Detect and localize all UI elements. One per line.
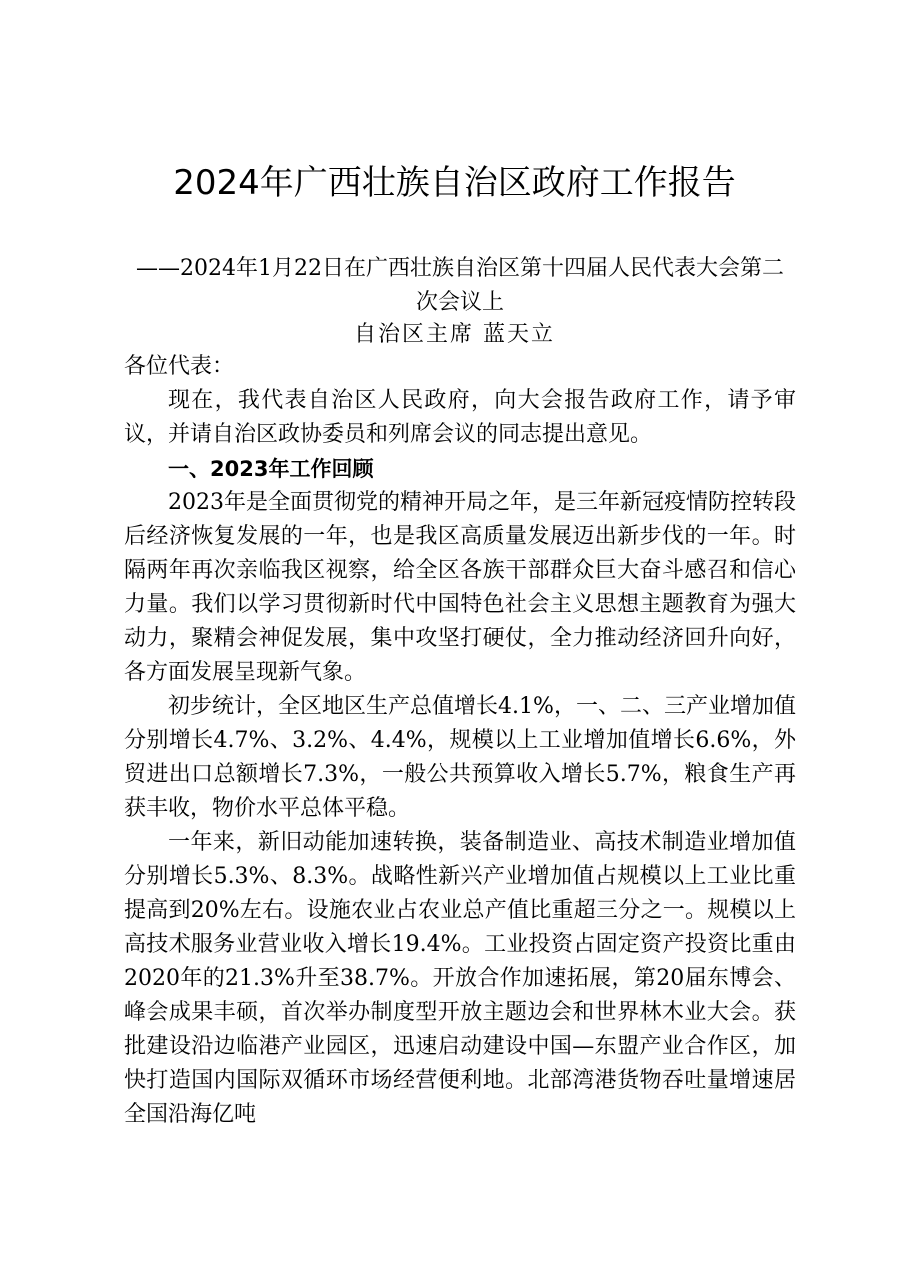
document-author: 自治区主席 蓝天立 (354, 322, 555, 347)
body-paragraph: 初步统计，全区地区生产总值增长4.1%，一、二、三产业增加值分别增长4.7%、3.2%、4.4%，规模以上工业增加值增长6.6%，外贸进出口总额增长7.3%，一般公共预算收入增长5.7%，粮食生产再获丰收，物价水平总体平稳。 (124, 694, 796, 821)
salutation: 各位代表： (124, 354, 235, 379)
document-subtitle: ——2024年1月22日在广西壮族自治区第十四届人民代表大会第二次会议上 (136, 256, 784, 315)
intro-paragraph: 现在，我代表自治区人民政府，向大会报告政府工作，请予审议，并请自治区政协委员和列席会议的同志提出意见。 (124, 388, 796, 447)
document-body (124, 350, 796, 1132)
document-title: 2024年广西壮族自治区政府工作报告 (173, 163, 736, 203)
body-paragraph: 一年来，新旧动能加速转换，装备制造业、高技术制造业增加值分别增长5.3%、8.3%。战略性新兴产业增加值占规模以上工业比重提高到20%左右。设施农业占农业总产值比重超三分之一。规模以上高技术服务业营业收入增长19.4%。工业投资占固定资产投资比重由2020年的21.3%升至38.7%。开放合作加速拓展，第20届东博会、峰会成果丰硕，首次举办制度型开放主题边会和世界林木业大会。获批建设沿边临港产业园区，迅速启动建设中国—东盟产业合作区，加快打造国内国际双循环市场经营便利地。北部湾港货物吞吐量增速居全国沿海亿吨 (124, 830, 796, 1127)
body-paragraph: 2023年是全面贯彻党的精神开局之年，是三年新冠疫情防控转段后经济恢复发展的一年，也是我区高质量发展迈出新步伐的一年。时隔两年再次亲临我区视察，给全区各族干部群众巨大奋斗感召和信心力量。我们以学习贯彻新时代中国特色社会主义思想主题教育为强大动力，聚精会神促发展，集中攻坚打硬仗，全力推动经济回升向好，各方面发展呈现新气象。 (124, 490, 796, 685)
section-heading: 一、2023年工作回顾 (168, 457, 374, 481)
